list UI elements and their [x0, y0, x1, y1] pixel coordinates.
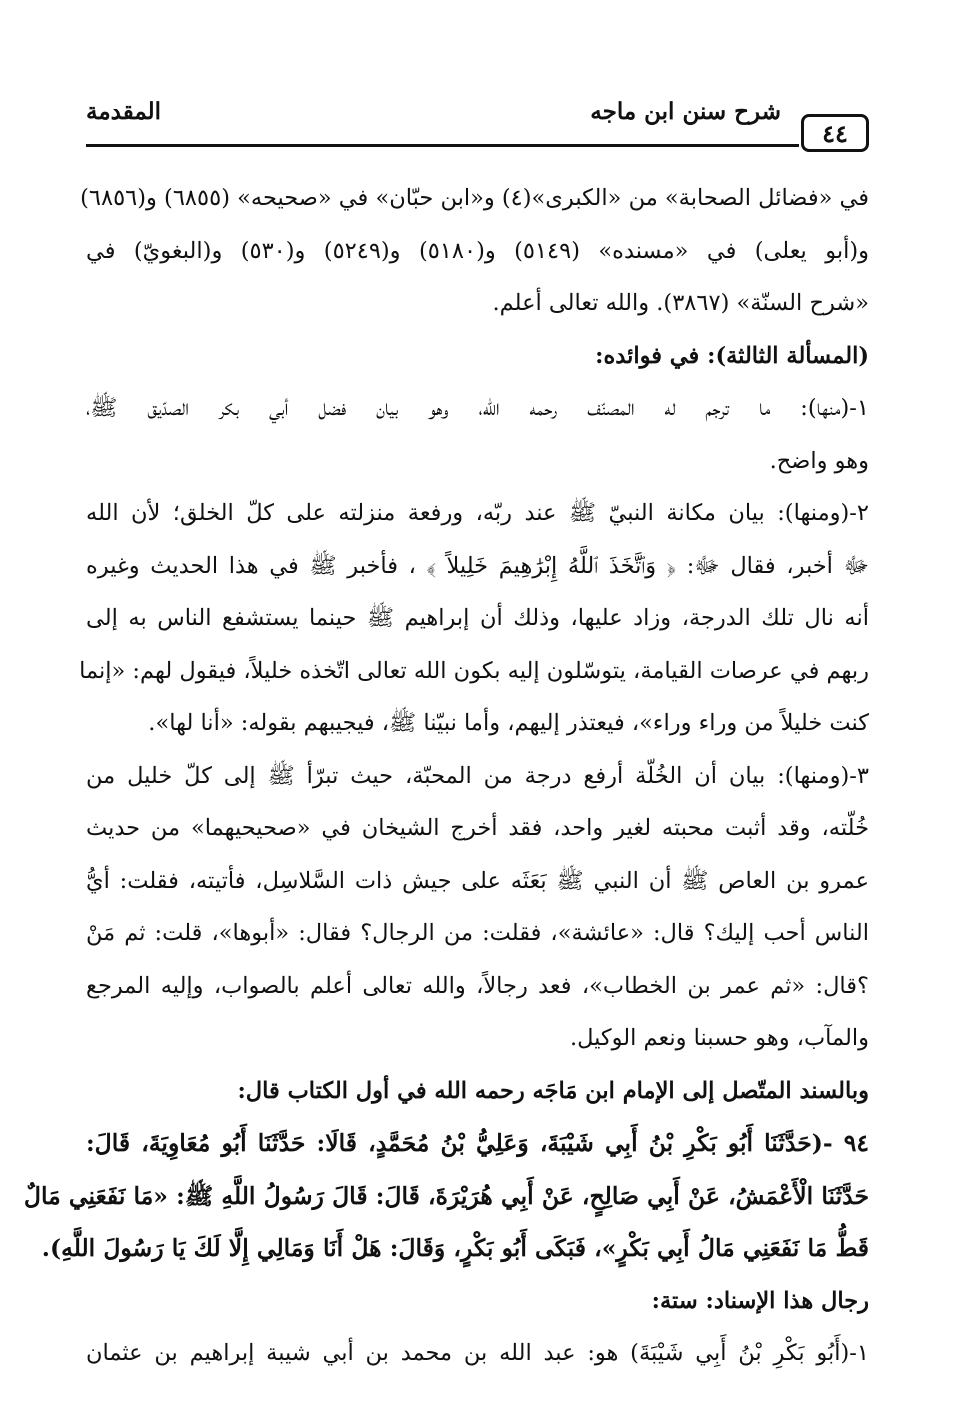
text-line: في «فضائل الصحابة» من «الكبرى»(٤) و«ابن حبّان» في «صحيحه» (٦٨٥٥) و(٦٨٥٦) — [80, 185, 869, 211]
issue-heading: (المسألة الثالثة): في فوائده: — [595, 342, 869, 369]
text-line: والمآب، وهو حسبنا ونعم الوكيل. — [569, 1025, 869, 1051]
text-line: عمرو بن العاص ﷺ أن النبي ﷺ بَعَثَه على جيش ذات السَّلاسِل، فأتيته، فقلت: أيُّ — [86, 867, 869, 894]
text-line: ﷻ أخبر، فقال ﷻ: ﴿ وَٱتَّخَذَ ٱللَّهُ إِبْرَٰهِيمَ خَلِيلاً ﴾ ، فأخبر ﷺ في هذا الحديث وغيره — [86, 552, 869, 579]
hadith-line: حَدَّثَنَا الْأَعْمَشُ، عَنْ أَبِي صَالِحٍ، عَنْ أَبِي هُرَيْرَةَ، قَالَ: قَالَ رَسُولُ اللَّهِ ﷺ: «مَا نَفَعَنِي مَالٌ — [23, 1181, 869, 1210]
narrators-heading: رجال هذا الإسناد: ستة: — [651, 1287, 869, 1314]
body-text — [23, 172, 869, 1380]
text-line: ٢-(ومنها): بيان مكانة النبيّ ﷺ عند ربّه، ورفعة منزلته على كلّ الخلق؛ لأن الله — [86, 500, 869, 526]
header-rule — [86, 144, 799, 147]
text-line: خُلّته، وقد أثبت محبته لغير واحد، فقد أخرج الشيخان في «صحيحيهما» من حديث — [86, 815, 869, 841]
text-line: كنت خليلاً من وراء وراء»، فيعتذر إليهم، وأما نبيّنا ﷺ، فيجيبهم بقوله: «أنا لها». — [148, 710, 869, 736]
hadith-line: ٩٤ -(حَدَّثَنَا أَبُو بَكْرِ بْنُ أَبِي شَيْبَةَ، وَعَلِيُّ بْنُ مُحَمَّدٍ، قَالَا: حَدَّثَنَا أَبُو مُعَاوِيَةَ، قَالَ: — [86, 1129, 869, 1157]
text-line: أنه نال تلك الدرجة، وزاد عليها، وذلك أن إبراهيم ﷺ حينما يستشفع الناس به إلى — [86, 605, 869, 631]
text-line: ١-(منها): ما ترجم له المصنّف رحمه الله، وهو بيان فضل أبي بكر الصدّيق ﷺ، — [86, 395, 869, 421]
page-number-box — [801, 114, 869, 152]
hadith-line: قَطُّ مَا نَفَعَنِي مَالُ أَبِي بَكْرٍ»، فَبَكَى أَبُو بَكْرٍ، وَقَالَ: هَلْ أَنَا وَمَالِي إِلَّا لَكَ يَا رَسُولَ اللَّهِ). — [41, 1234, 869, 1262]
page-number: ٤٤ — [822, 118, 848, 148]
text-line: ربهم في عرصات القيامة، يتوسّلون إليه بكون الله تعالى اتّخذه خليلاً، فيقول لهم: «إنما — [79, 657, 869, 684]
text-line: وهو واضح. — [769, 447, 869, 474]
text-line: «شرح السنّة» (٣٨٦٧). والله تعالى أعلم. — [492, 290, 869, 316]
page-header — [86, 96, 869, 160]
text-line: ؟قال: «ثم عمر بن الخطاب»، فعد رجالاً، والله تعالى أعلم بالصواب، وإليه المرجع — [86, 972, 869, 999]
text-line: ٣-(ومنها): بيان أن الخُلّة أرفع درجة من المحبّة، حيث تبرّأ ﷺ إلى كلّ خليل من — [86, 762, 869, 789]
chain-heading: وبالسند المتّصل إلى الإمام ابن مَاجَه رحمه الله في أول الكتاب قال: — [237, 1077, 869, 1104]
section-title: المقدمة — [86, 98, 162, 125]
text-line: الناس أحب إليك؟ قال: «عائشة»، فقلت: من الرجال؟ فقال: «أبوها»، قلت: ثم مَنْ — [86, 920, 869, 946]
text-line: ١-(أَبُو بَكْرِ بْنُ أَبِي شَيْبَةَ) هو: عبد الله بن محمد بن أبي شيبة إبراهيم بن عثمان — [86, 1340, 869, 1366]
text-line: و(أبو يعلى) في «مسنده» (٥١٤٩) و(٥١٨٠) و(٥٢٤٩) و(٥٣٠) و(البغويّ) في — [86, 237, 869, 264]
book-title: شرح سنن ابن ماجه — [590, 98, 781, 125]
